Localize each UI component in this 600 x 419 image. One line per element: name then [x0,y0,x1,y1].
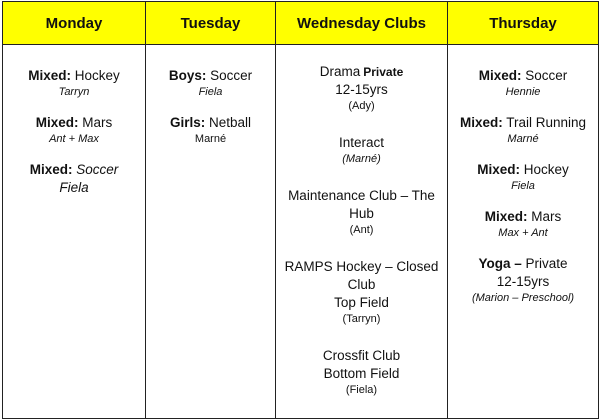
entry-activity: Soccer [76,162,119,177]
entry-category: Girls [169,115,201,130]
wednesday-entry-crossfit [280,347,443,398]
entry-location: Bottom Field [323,366,400,381]
entry-sep: : [74,115,79,130]
entry-leader: Tarryn [58,86,90,98]
wednesday-entry-ramps-hockey [280,258,443,327]
entry-category: Boys [168,68,202,83]
entry-category: Mixed [35,115,74,130]
entry-sep: – [510,256,522,271]
thursday-entry-hockey [452,161,594,194]
entry-leader: Marné [194,133,227,145]
entry-activity: Mars [531,209,562,224]
entry-leader: Max + Ant [498,227,548,239]
entry-sep: : [498,115,503,130]
entry-leader: Ant + Max [49,133,99,145]
entry-title: Crossfit Club [322,348,401,363]
entry-activity: Trail Running [506,115,587,130]
header-monday: Monday [3,2,146,45]
entry-sep: : [66,68,71,83]
entry-activity: Hockey [74,68,120,83]
wednesday-entry-interact [280,134,443,167]
schedule-table [2,1,599,419]
wednesday-entry-drama [280,63,443,114]
entry-category: Mixed [459,115,499,130]
entry-sep: : [67,162,73,177]
entry-category: Mixed [478,68,517,83]
entry-activity: Mars [82,115,113,130]
header-wednesday: Wednesday Clubs [276,2,448,45]
entry-leader: Fiela [198,86,223,98]
entry-category: Mixed [477,162,516,177]
entry-leader: (Marion – Preschool) [471,292,575,304]
entry-activity: Soccer [210,68,253,83]
entry-category: Mixed [29,162,68,177]
entry-title: Drama [319,64,361,79]
header-row [3,2,599,45]
entry-sep: : [515,162,520,177]
entry-category: Mixed [484,209,523,224]
entry-leader: (Fiela) [345,384,378,396]
thursday-entry-trail-running [452,114,594,147]
entry-leader: (Marné) [342,153,381,165]
header-thursday: Thursday [448,2,599,45]
schedule-row [3,45,599,419]
entry-activity: Hockey [523,162,569,177]
tuesday-entry-soccer [150,67,271,100]
entry-activity: Private [525,256,568,271]
entry-sep: : [200,115,206,130]
entry-leader: (Ant) [349,224,374,236]
entry-category: Yoga [478,256,511,271]
entry-age: 12-15yrs [496,274,550,289]
private-tag: Private [363,65,404,79]
entry-leader: (Tarryn) [342,313,381,325]
entry-leader: Hennie [505,86,541,98]
entry-leader: Fiela [59,180,89,195]
entry-leader: Fiela [511,180,535,192]
monday-entry-hockey [7,67,141,100]
entry-sep: : [516,68,522,83]
entry-age: 12-15yrs [335,82,388,97]
header-tuesday: Tuesday [146,2,276,45]
entry-location: Top Field [334,295,389,310]
tuesday-cell [146,45,276,419]
thursday-entry-mars [452,208,594,241]
wednesday-entry-maintenance [280,187,443,238]
entry-sep: : [201,68,207,83]
tuesday-entry-netball [150,114,271,147]
wednesday-cell [276,45,448,419]
monday-entry-soccer [7,161,141,197]
entry-leader: Marné [507,133,539,145]
entry-title: RAMPS Hockey – Closed Club [284,259,439,292]
thursday-entry-soccer [452,67,594,100]
entry-activity: Soccer [525,68,568,83]
entry-title: Maintenance Club – The Hub [288,188,435,221]
monday-cell [3,45,146,419]
thursday-entry-yoga [452,255,594,306]
entry-title: Interact [338,135,385,150]
thursday-cell [448,45,599,419]
entry-activity: Netball [209,115,252,130]
entry-leader: (Ady) [348,100,375,112]
entry-sep: : [523,209,528,224]
monday-entry-mars [7,114,141,147]
entry-category: Mixed [28,68,67,83]
